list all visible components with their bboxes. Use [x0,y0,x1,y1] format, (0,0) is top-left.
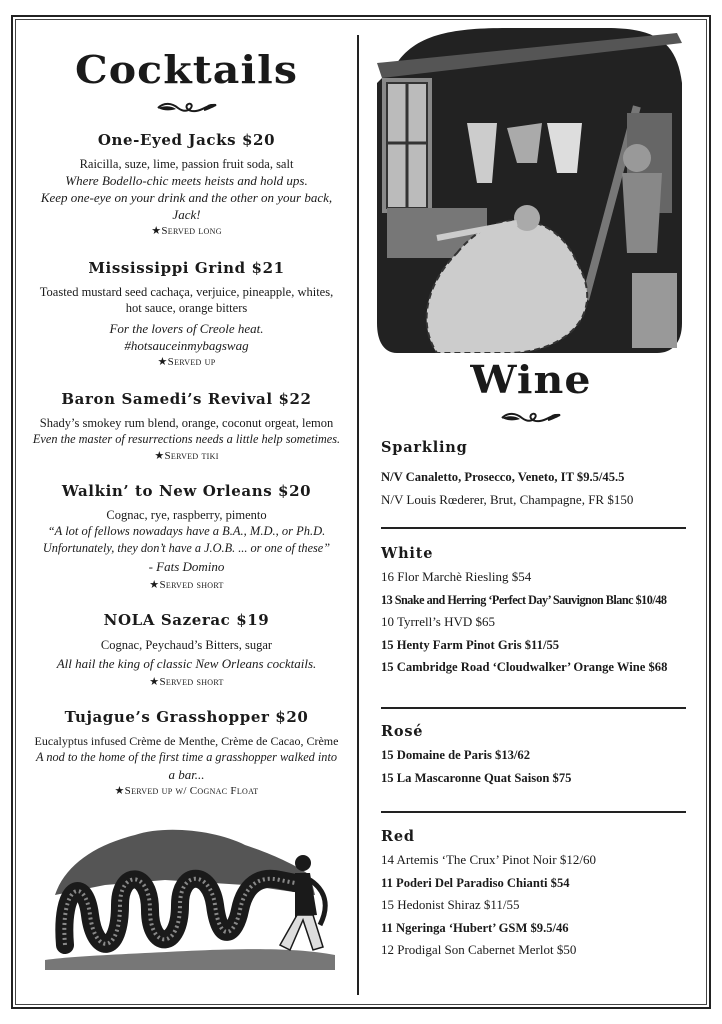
cocktail-ingredients: Cognac, Peychaud’s Bitters, sugar [100,638,273,652]
flourish-ornament-icon [156,100,218,116]
quote-attribution: - Fats Domino [148,559,225,574]
section-divider [381,811,686,813]
cocktail-serve-style: ★Served short [149,579,224,591]
wine-section-heading: White [381,545,434,562]
cocktail-note: Even the master of resurrections needs a little help sometimes. [32,432,341,446]
serpent-engraving-illustration [45,825,335,975]
cocktail-note: Where Bodello-chic meets heists and hold ups. [65,173,308,188]
cocktail-name: Mississippi Grind $21 [88,259,285,277]
cocktail-note: Jack! [172,207,201,222]
cocktail-note: #hotsauceinmybagswag [124,338,249,353]
cocktail-item [20,707,353,800]
cocktail-item [20,481,353,594]
cocktail-item [20,258,353,371]
wine-item: 15 Henty Farm Pinot Gris $11/55 [381,637,560,652]
wine-section-heading: Red [381,828,415,845]
wine-item: 15 La Mascaronne Quat Saison $75 [381,770,572,785]
wine-item: 13 Snake and Herring ‘Perfect Day’ Sauvignon Blanc $10/48 [381,592,667,607]
cocktail-item [20,389,353,465]
cocktail-note: Unfortunately, they don’t have a J.O.B. ... or one of these” [42,541,331,555]
cocktail-ingredients: hot sauce, orange bitters [125,301,248,315]
cocktail-ingredients: Raicilla, suze, lime, passion fruit soda, salt [79,157,294,171]
cocktail-ingredients: Cognac, rye, raspberry, pimento [106,508,267,522]
wine-item: 15 Hedonist Shiraz $11/55 [381,897,520,912]
wine-title-block [372,358,690,426]
cocktail-serve-style: ★Served up w/ Cognac Float [114,785,259,797]
cocktail-serve-style: ★Served long [151,225,222,237]
cocktail-note: All hail the king of classic New Orleans cocktails. [56,656,317,671]
cocktail-serve-style: ★Served up [157,356,216,368]
section-divider [381,707,686,709]
section-divider [381,527,686,529]
interior-scene-engraving-illustration [377,23,685,353]
cocktail-name: Tujague’s Grasshopper $20 [64,708,309,726]
cocktail-note: a bar... [168,767,205,782]
wine-item: 11 Ngeringa ‘Hubert’ GSM $9.5/46 [381,920,569,935]
wine-item: 15 Domaine de Paris $13/62 [381,748,531,762]
cocktail-name: One-Eyed Jacks $20 [97,131,276,149]
wine-section-heading: Sparkling [381,439,468,456]
wine-item: 12 Prodigal Son Cabernet Merlot $50 [381,942,577,957]
wine-item: 11 Poderi Del Paradiso Chianti $54 [381,875,570,890]
cocktail-note: For the lovers of Creole heat. [109,321,264,336]
wine-item: 15 Cambridge Road ‘Cloudwalker’ Orange Wine $68 [381,660,668,674]
cocktail-name: Baron Samedi’s Revival $22 [61,390,312,408]
wine-item: 16 Flor Marchè Riesling $54 [381,569,532,584]
wine-title: Wine [470,357,592,402]
cocktail-serve-style: ★Served short [149,676,224,688]
wine-section-heading: Rosé [381,723,424,740]
cocktail-name: NOLA Sazerac $19 [103,611,270,629]
cocktail-serve-style: ★Served tiki [154,450,219,462]
cocktail-ingredients: Shady’s smokey rum blend, orange, coconut orgeat, lemon [39,416,334,430]
wine-item: 14 Artemis ‘The Crux’ Pinot Noir $12/60 [381,852,596,867]
wine-item: N/V Canaletto, Prosecco, Veneto, IT $9.5/45.5 [381,470,625,484]
cocktail-name: Walkin’ to New Orleans $20 [61,482,312,500]
cocktail-note: “A lot of fellows nowadays have a B.A., M.D., or Ph.D. [47,524,326,538]
cocktails-column [20,24,353,800]
cocktails-title: Cocktails [74,47,299,92]
wine-section-rose [381,722,681,789]
wine-item: 10 Tyrrell’s HVD $65 [381,614,496,629]
cocktail-ingredients: Toasted mustard seed cachaça, verjuice, pineapple, whites, [39,285,334,299]
cocktail-item [20,610,353,691]
cocktail-ingredients: Eucalyptus infused Crème de Menthe, Crème de Cacao, Crème [34,734,339,748]
flourish-ornament-icon [500,410,562,426]
wine-section-red [381,827,681,962]
cocktail-item [20,130,353,240]
wine-section-sparkling [381,438,681,511]
cocktail-note: A nod to the home of the first time a grasshopper walked into [35,750,338,764]
wine-item: N/V Louis Rœderer, Brut, Champagne, FR $150 [381,491,634,507]
cocktail-note: Keep one-eye on your drink and the other on your back, [40,190,333,205]
wine-section-white [381,544,681,679]
column-divider [357,35,359,995]
